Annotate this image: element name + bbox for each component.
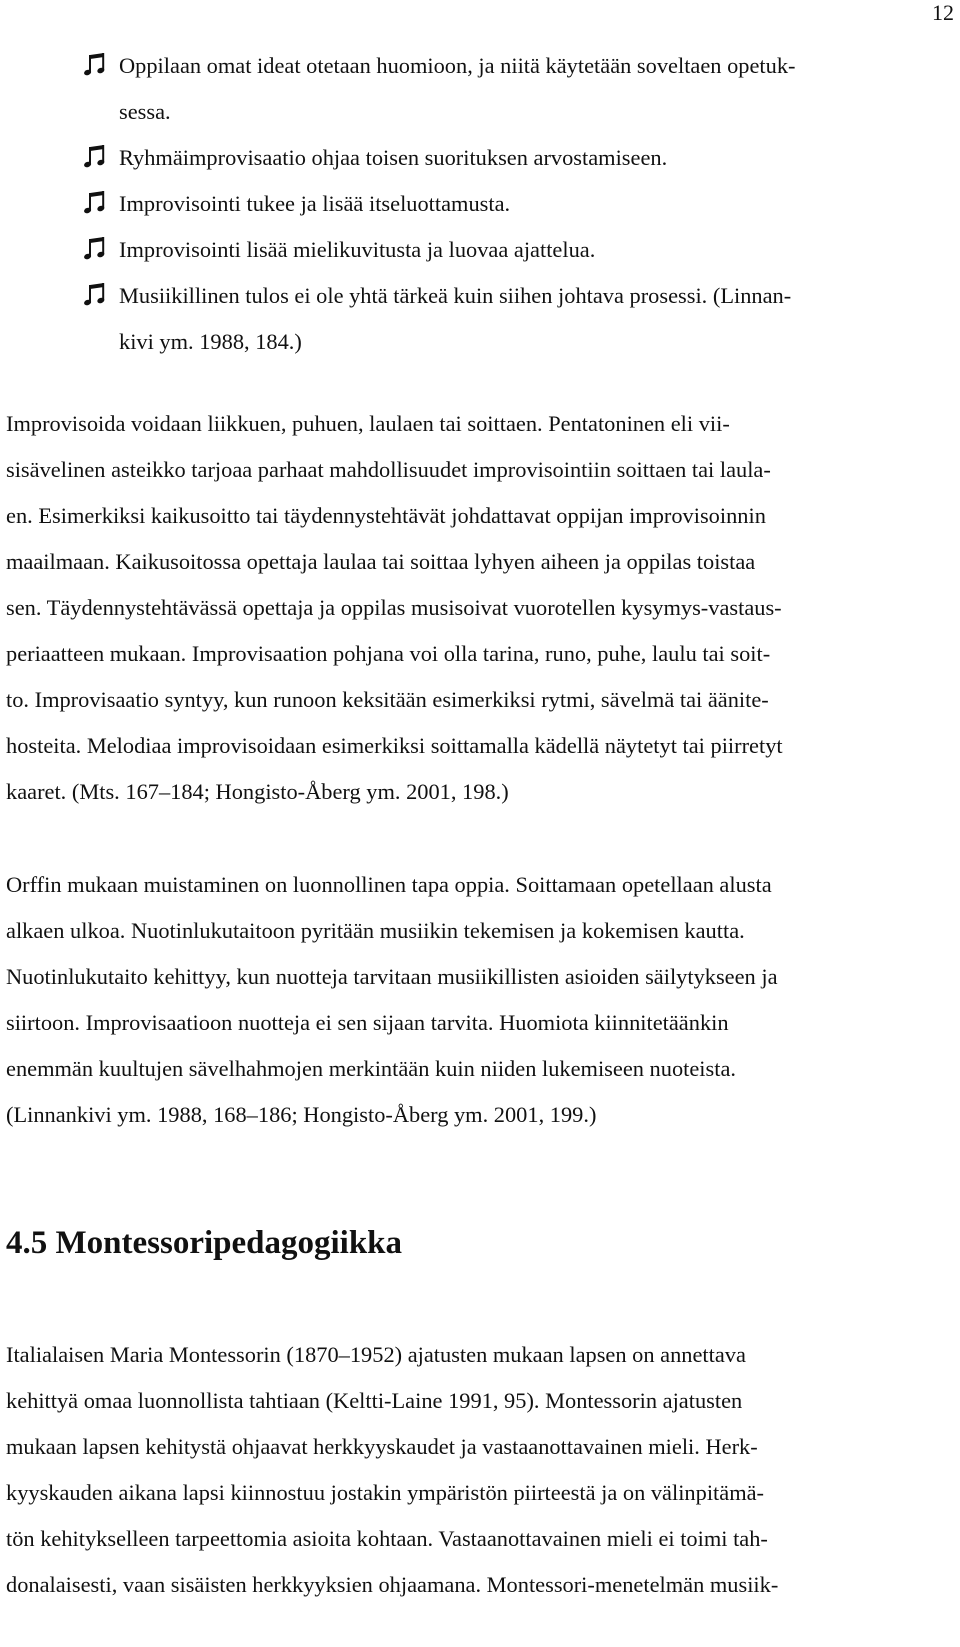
bullet-line: Oppilaan omat ideat otetaan huomioon, ja niitä käytetään soveltaen opetuk- [119, 53, 796, 78]
paragraph-line: Improvisoida voidaan liikkuen, puhuen, laulaen tai soittaen. Pentatoninen eli vii- [6, 411, 730, 436]
paragraphs [6, 401, 946, 1138]
bullet-item [6, 273, 946, 365]
section-heading: 4.5 Montessoripedagogiikka [6, 1225, 403, 1261]
paragraph-line: kyyskauden aikana lapsi kiinnostuu jostakin ympäristön piirteestä ja on välinpitämä- [6, 1480, 765, 1505]
document-body [6, 43, 946, 1608]
bullet-line: Improvisointi lisää mielikuvitusta ja luovaa ajattelua. [119, 237, 596, 262]
music-note-icon [84, 236, 106, 262]
paragraph-line: periaatteen mukaan. Improvisaation pohjana voi olla tarina, runo, puhe, laulu tai soit- [6, 641, 771, 666]
paragraph-line: en. Esimerkiksi kaikusoitto tai täydennystehtävät johdattavat oppijan improvisoinnin [6, 503, 766, 528]
music-note-icon [84, 144, 106, 170]
page-number: 12 [932, 0, 954, 25]
paragraph-line: maailmaan. Kaikusoitossa opettaja laulaa tai soittaa lyhyen aiheen ja oppilas toistaa [6, 549, 756, 574]
paragraph-line: sisävelinen asteikko tarjoaa parhaat mahdollisuudet improvisointiin soittaen tai laula- [6, 457, 771, 482]
paragraph-line: to. Improvisaatio syntyy, kun runoon keksitään esimerkiksi rytmi, sävelmä tai äänite- [6, 687, 769, 712]
paragraph-line: Nuotinlukutaito kehittyy, kun nuotteja tarvitaan musiikillisten asioiden säilytykseen ja [6, 964, 778, 989]
paragraph-line: tön kehitykselleen tarpeettomia asioita kohtaan. Vastaanottavainen mieli ei toimi tah- [6, 1526, 768, 1551]
paragraph-line: kehittyä omaa luonnollista tahtiaan (Keltti-Laine 1991, 95). Montessorin ajatusten [6, 1388, 743, 1413]
section-body [6, 1332, 946, 1608]
paragraph-line: Orffin mukaan muistaminen on luonnollinen tapa oppia. Soittamaan opetellaan alusta [6, 872, 772, 897]
bullet-line: Ryhmäimprovisaatio ohjaa toisen suorituksen arvostamiseen. [119, 145, 668, 170]
paragraph-line: donalaisesti, vaan sisäisten herkkyyksien ohjaamana. Montessori-menetelmän musiik- [6, 1572, 779, 1597]
paragraph-line: siirtoon. Improvisaatioon nuotteja ei sen sijaan tarvita. Huomiota kiinnitetäänkin [6, 1010, 729, 1035]
bullet-item [6, 135, 946, 181]
music-note-icon [84, 52, 106, 78]
bullet-line: kivi ym. 1988, 184.) [119, 329, 302, 354]
paragraph-line: kaaret. (Mts. 167–184; Hongisto-Åberg ym. 2001, 198.) [6, 779, 509, 804]
paragraph [6, 401, 946, 815]
paragraph-line: Italialaisen Maria Montessorin (1870–1952) ajatusten mukaan lapsen on annettava [6, 1342, 746, 1367]
paragraph [6, 862, 946, 1138]
paragraph-line: sen. Täydennystehtävässä opettaja ja oppilas musisoivat vuorotellen kysymys-vastaus- [6, 595, 782, 620]
bullet-item [6, 181, 946, 227]
paragraph-line: alkaen ulkoa. Nuotinlukutaitoon pyritään musiikin tekemisen ja kokemisen kautta. [6, 918, 745, 943]
paragraph-line: mukaan lapsen kehitystä ohjaavat herkkyyskaudet ja vastaanottavainen mieli. Herk- [6, 1434, 758, 1459]
paragraph-line: hosteita. Melodiaa improvisoidaan esimerkiksi soittamalla kädellä näytetyt tai piirretyt [6, 733, 783, 758]
bullet-line: sessa. [119, 99, 171, 124]
bullet-line: Musiikillinen tulos ei ole yhtä tärkeä kuin siihen johtava prosessi. (Linnan- [119, 283, 792, 308]
music-note-icon [84, 190, 106, 216]
paragraph-line: (Linnankivi ym. 1988, 168–186; Hongisto-Åberg ym. 2001, 199.) [6, 1102, 597, 1127]
bullet-list [6, 43, 946, 365]
bullet-line: Improvisointi tukee ja lisää itseluottamusta. [119, 191, 511, 216]
bullet-item [6, 43, 946, 135]
music-note-icon [84, 282, 106, 308]
bullet-item [6, 227, 946, 273]
paragraph-line: enemmän kuultujen sävelhahmojen merkintään kuin niiden lukemiseen nuoteista. [6, 1056, 736, 1081]
